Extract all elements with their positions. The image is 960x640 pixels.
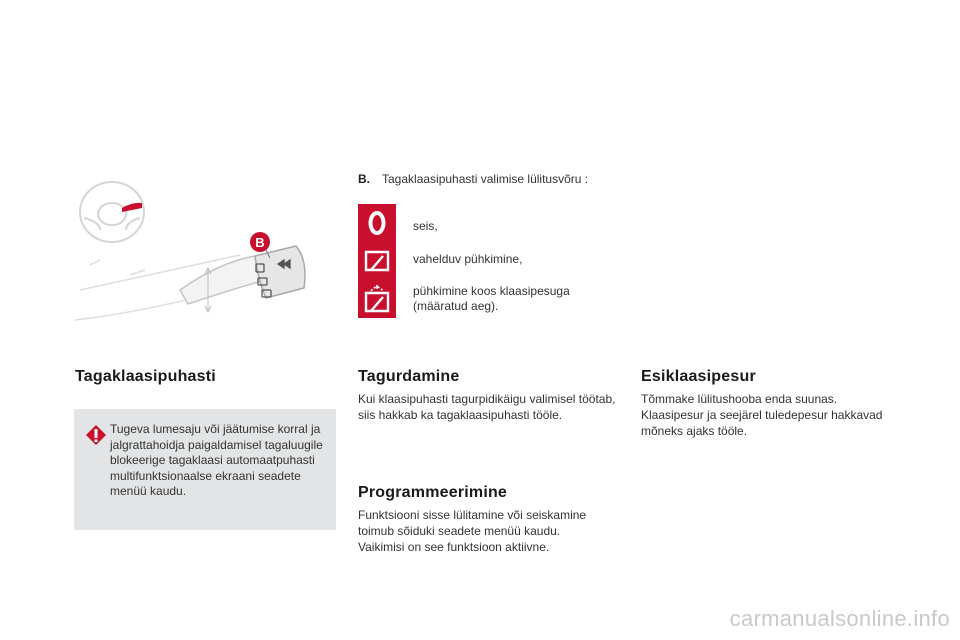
zero-digit-icon (358, 204, 396, 242)
reversing-title: Tagurdamine (358, 368, 460, 385)
red-marker (122, 203, 142, 212)
screenwash-title: Esiklaasipesur (641, 368, 756, 385)
stalk-drawing (70, 170, 340, 330)
programming-text: Funktsiooni sisse lülitamine või seiskamine toimub sõiduki seadete menüü kaudu. Vaikimisi on see funktsioon aktiivne. (358, 508, 587, 554)
programming-title: Programmeerimine (358, 484, 508, 501)
mode-text-off: seis, (413, 219, 438, 233)
warning-text: Tugeva lumesaju või jäätumise korral ja jalgrattahoidja paigaldamisel tagaluugile blokeerige tagaklaasi automaatpuhasti multifunktsionaalse ekraani seadete menüü kaudu. (110, 422, 323, 498)
wash-wipe-icon (358, 280, 396, 318)
mode-text-intermittent: vahelduv pühkimine, (413, 252, 523, 266)
watermark: carmanualsonline.info (729, 606, 950, 631)
warning-box (74, 409, 336, 530)
wiper-stalk-illustration (70, 170, 340, 330)
screenwash-text: Tõmmake lülitushooba enda suunas. Klaasipesur ja seejärel tuledepesur hakkavad mõneks ajaks tööle. (641, 392, 883, 438)
warning-icon (84, 423, 108, 447)
mode-text-wash-wipe: pühkimine koos klaasipesuga (määratud aeg). (413, 284, 570, 313)
section-b-label: B. (358, 172, 370, 186)
intermittent-wipe-icon (358, 242, 396, 280)
b-badge-text: B (255, 235, 265, 250)
wiper-mode-icon-strip (358, 204, 396, 318)
section-b-description: Tagaklaasipuhasti valimise lülitusvõru : (382, 172, 589, 186)
reversing-text: Kui klaasipuhasti tagurpidikäigu valimisel töötab, siis hakkab ka tagaklaasipuhasti tööle. (358, 392, 616, 422)
rear-wiper-title: Tagaklaasipuhasti (75, 368, 216, 385)
